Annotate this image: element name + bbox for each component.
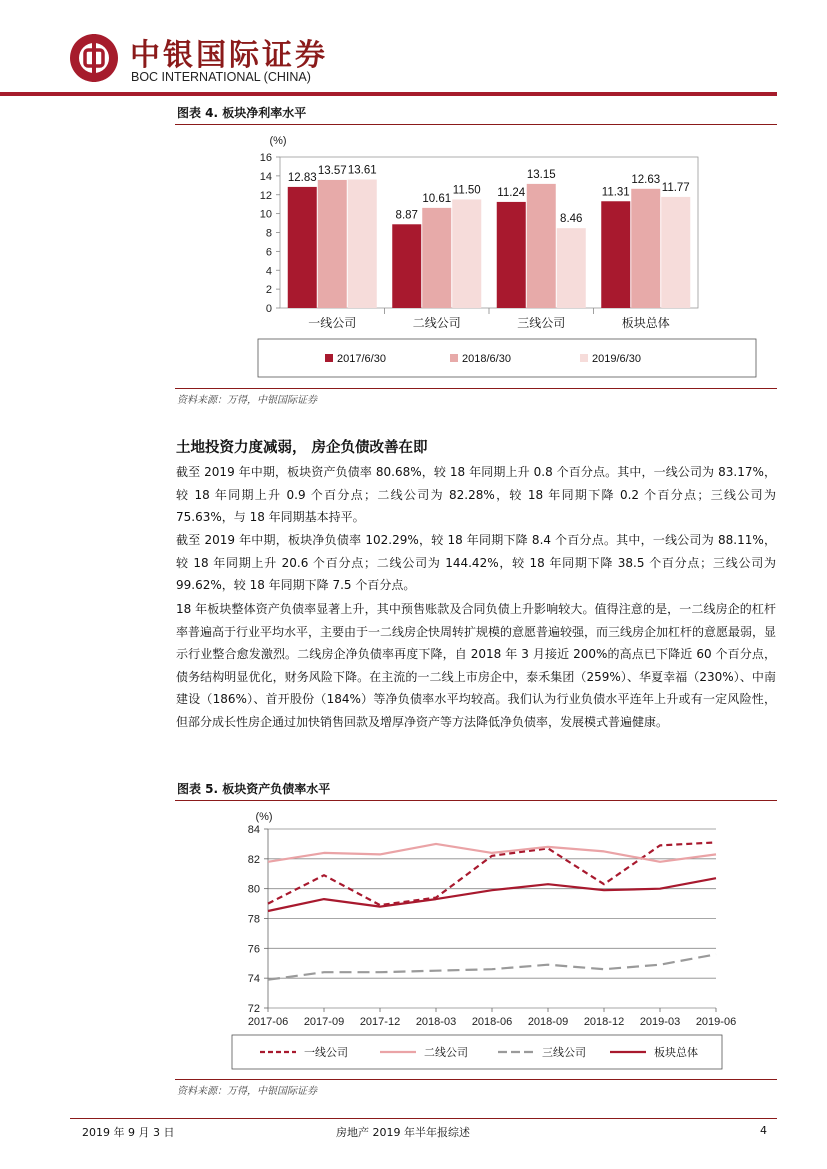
y-axis-unit: (%) — [269, 135, 287, 147]
bar-value-label: 12.63 — [631, 173, 661, 186]
bar — [348, 180, 377, 308]
x-category-label: 二线公司 — [412, 316, 461, 330]
x-tick-label: 2019-06 — [695, 1016, 737, 1028]
y-tick-label: 84 — [247, 824, 260, 836]
x-tick-label: 2019-03 — [639, 1016, 681, 1028]
y-axis-unit: (%) — [255, 811, 273, 823]
figure4-title: 图表 4. 板块净利率水平 — [177, 106, 307, 120]
bar — [422, 208, 451, 308]
figure4-bottom-rule — [175, 388, 777, 389]
y-tick-label: 10 — [259, 208, 272, 221]
x-category-label: 板块总体 — [621, 316, 670, 330]
bar-value-label: 10.61 — [422, 192, 452, 205]
y-tick-label: 12 — [259, 189, 272, 202]
y-tick-label: 0 — [265, 303, 272, 315]
legend-label: 2017/6/30 — [337, 353, 386, 365]
y-tick-label: 6 — [265, 246, 272, 259]
x-tick-label: 2018-06 — [471, 1016, 513, 1028]
bar — [288, 187, 317, 308]
bar-value-label: 11.31 — [601, 186, 630, 199]
y-tick-label: 16 — [259, 152, 272, 164]
x-tick-label: 2018-03 — [415, 1016, 457, 1028]
y-tick-label: 76 — [247, 943, 260, 956]
x-tick-label: 2017-12 — [359, 1016, 401, 1028]
legend-swatch — [325, 354, 333, 362]
bar — [318, 180, 347, 308]
bar-value-label: 11.50 — [452, 184, 481, 197]
section-heading: 土地投资力度减弱， 房企负债改善在即 — [176, 440, 428, 456]
bar-value-label: 13.61 — [347, 164, 377, 177]
series-line — [268, 954, 716, 979]
bar-value-label: 13.15 — [526, 168, 556, 181]
bar — [631, 189, 660, 308]
bar — [497, 202, 526, 308]
figure5-top-rule — [175, 800, 777, 801]
y-tick-label: 74 — [247, 973, 260, 986]
y-tick-label: 2 — [265, 284, 272, 297]
x-category-label: 三线公司 — [517, 316, 566, 330]
y-tick-label: 14 — [259, 170, 272, 183]
y-tick-label: 80 — [247, 883, 260, 896]
bar-value-label: 12.83 — [287, 171, 317, 184]
figure4-source: 资料来源：万得，中银国际证券 — [177, 395, 317, 406]
figure5-title: 图表 5. 板块资产负债率水平 — [177, 782, 331, 796]
bar-value-label: 11.24 — [497, 186, 526, 199]
x-tick-label: 2017-06 — [247, 1016, 289, 1028]
footer-rule — [70, 1118, 777, 1119]
bar — [557, 228, 586, 308]
bar-value-label: 11.77 — [661, 181, 690, 194]
y-tick-label: 8 — [265, 227, 272, 240]
legend-label: 板块总体 — [654, 1047, 698, 1059]
bar — [601, 201, 630, 308]
x-tick-label: 2018-12 — [583, 1016, 625, 1028]
legend-swatch — [450, 354, 458, 362]
header-rule — [0, 92, 777, 96]
y-tick-label: 72 — [247, 1003, 260, 1015]
y-tick-label: 78 — [247, 913, 260, 926]
page-number: 4 — [760, 1124, 767, 1137]
legend-label: 2018/6/30 — [462, 353, 511, 365]
legend-label: 二线公司 — [424, 1047, 468, 1059]
legend-label: 三线公司 — [542, 1047, 586, 1059]
figure5-source: 资料来源：万得，中银国际证券 — [177, 1086, 317, 1097]
bar-value-label: 8.87 — [395, 209, 418, 222]
x-category-label: 一线公司 — [308, 316, 357, 330]
bar — [527, 184, 556, 308]
x-tick-label: 2017-09 — [303, 1016, 345, 1028]
logo-chinese: 中银国际证券 — [130, 38, 328, 73]
boc-logo-icon — [68, 32, 120, 84]
figure4-chart — [180, 128, 760, 383]
footer-title: 房地产 2019 年半年报综述 — [336, 1126, 470, 1139]
bar — [392, 224, 421, 308]
bar-value-label: 8.46 — [560, 213, 583, 226]
y-tick-label: 82 — [247, 853, 260, 866]
figure5-chart — [180, 804, 760, 1076]
y-tick-label: 4 — [265, 265, 272, 278]
logo-english: BOC INTERNATIONAL (CHINA) — [131, 70, 311, 84]
legend-label: 一线公司 — [304, 1047, 348, 1059]
x-tick-label: 2018-09 — [527, 1016, 569, 1028]
bar — [452, 199, 481, 308]
paragraph-1: 截至 2019 年中期，板块资产负债率 80.68%，较 18 年同期上升 0.8 个百分点。其中，一线公司为 83.17%，较 18 年同期上升 0.9 个百分点；二线公司为 82.28%，较 18 年同期下降 0.2 个百分点；三线公司为 75.63%，与 18 年同期基本持平。 — [176, 465, 776, 524]
paragraph-2: 截至 2019 年中期，板块净负债率 102.29%，较 18 年同期下降 8.4 个百分点。其中，一线公司为 88.11%，较 18 年同期上升 20.6 个百分点；二线公司为 144.42%，较 18 年同期下降 38.5 个百分点；三线公司为 99.62%，较 18 年同期下降 7.5 个百分点。 — [176, 533, 776, 592]
paragraph-3: 18 年板块整体资产负债率显著上升，其中预售账款及合同负债上升影响较大。值得注意的是，一二线房企的杠杆率普遍高于行业平均水平，主要由于一二线房企快周转扩规模的意愿普遍较强，而三线房企加杠杆的意愿最弱，显示行业整合愈发激烈。二线房企净负债率再度下降，自 2018 年 3 月接近 200%的高点已下降近 60 个百分点，债务结构明显优化，财务风险下降。在主流的一二线上市房企中，泰禾集团（259%）、华夏幸福（230%）、中南建设（186%）、首开股份（184%）等净负债率水平均较高。我们认为行业负债水平连年上升或有一定风险性，但部分成长性房企通过加快销售回款及增厚净资产等方法降低净负债率，发展模式普遍健康。 — [176, 602, 777, 729]
legend-label: 2019/6/30 — [592, 353, 641, 365]
legend-swatch — [580, 354, 588, 362]
bar — [661, 197, 690, 308]
footer-date: 2019 年 9 月 3 日 — [82, 1126, 175, 1139]
bar-value-label: 13.57 — [317, 164, 347, 177]
figure4-top-rule — [175, 124, 777, 125]
figure5-bottom-rule — [175, 1079, 777, 1080]
series-line — [268, 878, 716, 911]
